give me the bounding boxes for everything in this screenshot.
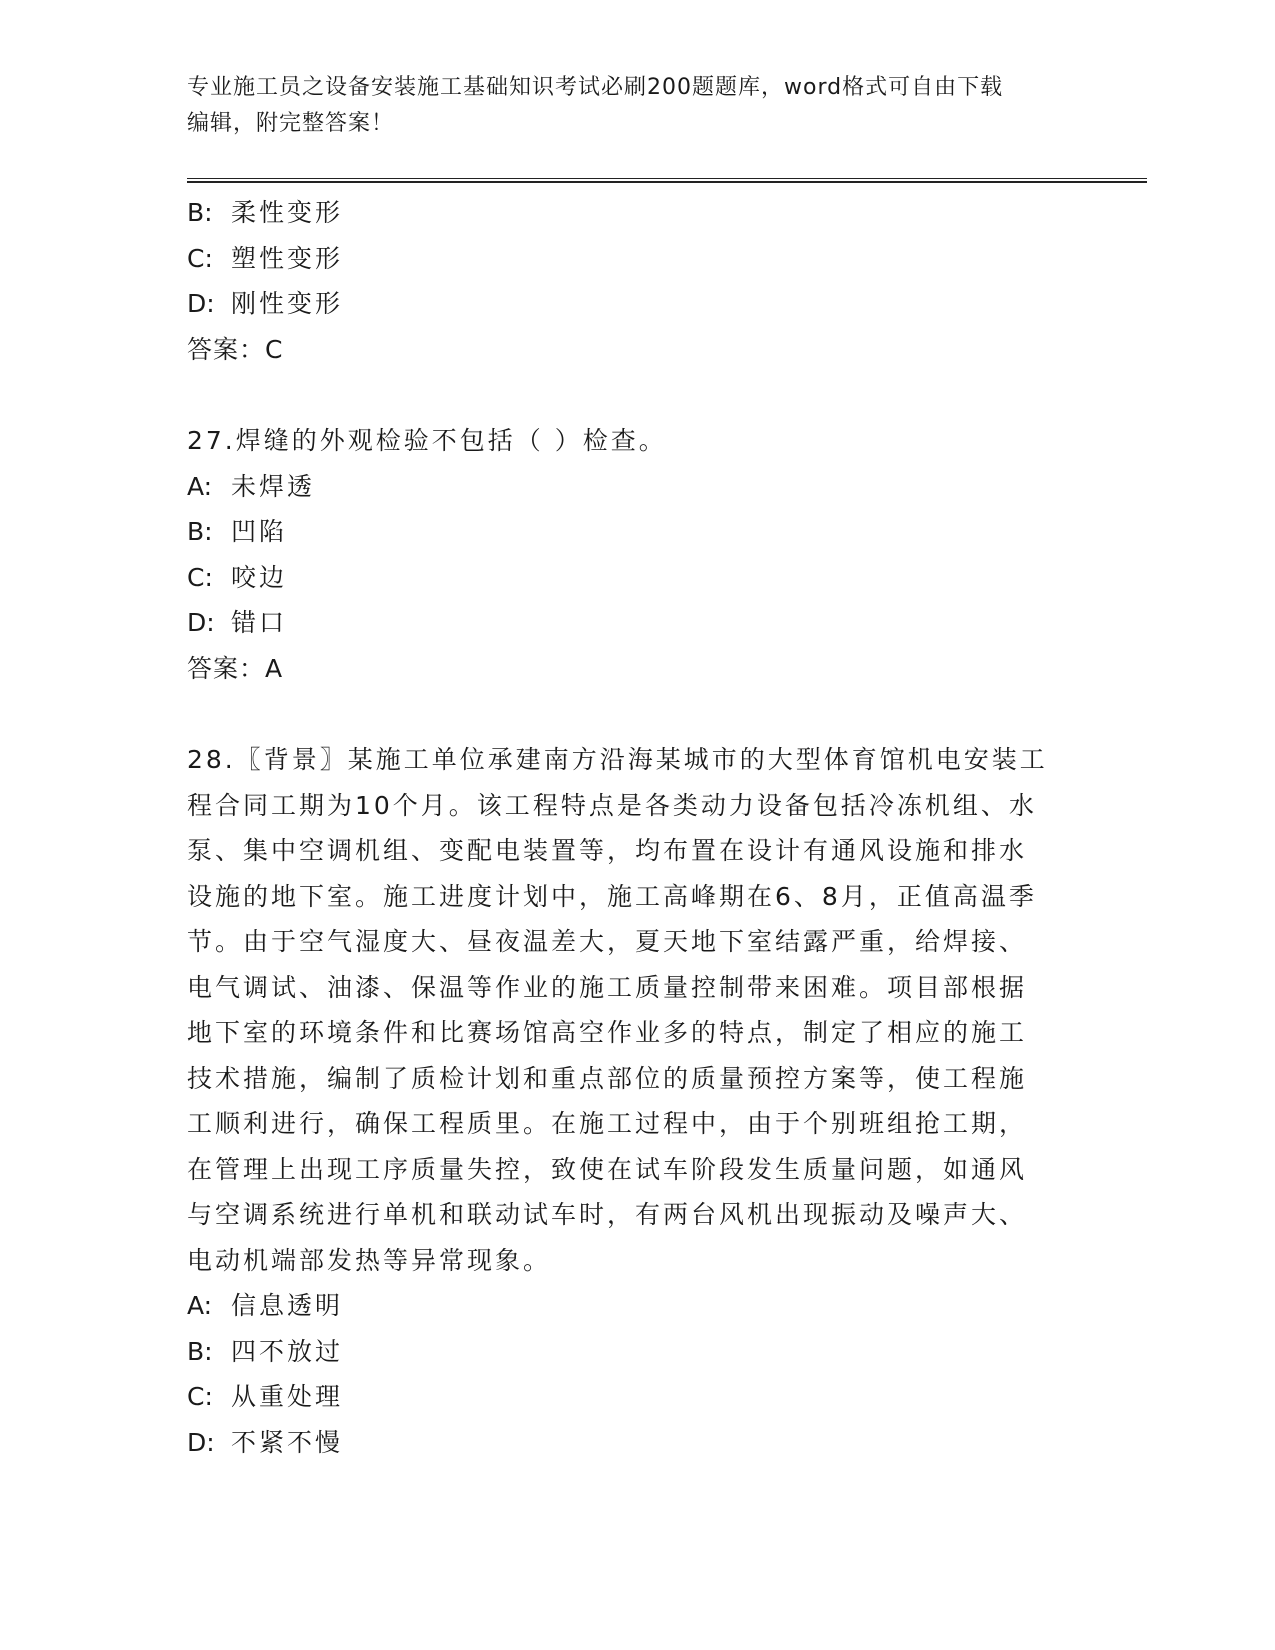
question-stem-line: 程合同工期为10个月。该工程特点是各类动力设备包括冷冻机组、水 bbox=[187, 790, 1037, 820]
option-c: C: 从重处理 bbox=[187, 1382, 344, 1411]
option-d: D: 错口 bbox=[187, 608, 288, 637]
header-line-1: 专业施工员之设备安装施工基础知识考试必刷200题题库，word格式可自由下载 bbox=[187, 75, 1004, 100]
document-body bbox=[187, 190, 1067, 1465]
question-27 bbox=[187, 418, 1067, 691]
question-28 bbox=[187, 737, 1067, 1465]
header-line-2: 编辑，附完整答案！ bbox=[187, 111, 395, 136]
header-divider-thick bbox=[187, 181, 1147, 183]
question-26 bbox=[187, 190, 1067, 372]
answer: 答案：C bbox=[187, 334, 284, 364]
option-b: B: 凹陷 bbox=[187, 517, 288, 546]
question-stem-line: 与空调系统进行单机和联动试车时，有两台风机出现振动及噪声大、 bbox=[187, 1200, 1028, 1229]
question-stem-line: 设施的地下室。施工进度计划中，施工高峰期在6、8月，正值高温季 bbox=[187, 881, 1037, 911]
question-stem-line: 地下室的环境条件和比赛场馆高空作业多的特点，制定了相应的施工 bbox=[187, 1018, 1028, 1047]
document-header bbox=[187, 70, 1147, 142]
answer: 答案：A bbox=[187, 653, 284, 683]
option-a: A: 信息透明 bbox=[187, 1291, 344, 1320]
question-stem: 27.焊缝的外观检验不包括（ ）检查。 bbox=[187, 426, 667, 455]
option-d: D: 刚性变形 bbox=[187, 289, 344, 318]
question-stem-line: 节。由于空气湿度大、昼夜温差大，夏天地下室结露严重，给焊接、 bbox=[187, 927, 1028, 956]
option-d: D: 不紧不慢 bbox=[187, 1427, 344, 1457]
header-title bbox=[187, 70, 1067, 142]
question-stem-line: 技术措施，编制了质检计划和重点部位的质量预控方案等，使工程施 bbox=[187, 1063, 1028, 1093]
option-a: A: 未焊透 bbox=[187, 471, 316, 501]
question-stem-line: 电气调试、油漆、保温等作业的施工质量控制带来困难。项目部根据 bbox=[187, 972, 1028, 1002]
option-c: C: 咬边 bbox=[187, 562, 288, 592]
question-stem-line: 28.〖背景〗某施工单位承建南方沿海某城市的大型体育馆机电安装工 bbox=[187, 745, 1048, 774]
question-stem-line: 在管理上出现工序质量失控，致使在试车阶段发生质量问题，如通风 bbox=[187, 1154, 1028, 1184]
option-b: B: 柔性变形 bbox=[187, 198, 344, 227]
question-stem-line: 泵、集中空调机组、变配电装置等，均布置在设计有通风设施和排水 bbox=[187, 836, 1028, 865]
question-stem-line: 电动机端部发热等异常现象。 bbox=[187, 1245, 552, 1275]
header-divider-thin bbox=[187, 178, 1147, 179]
question-stem-line: 工顺利进行，确保工程质里。在施工过程中，由于个别班组抢工期， bbox=[187, 1109, 1028, 1138]
option-b: B: 四不放过 bbox=[187, 1336, 344, 1366]
option-c: C: 塑性变形 bbox=[187, 243, 344, 273]
